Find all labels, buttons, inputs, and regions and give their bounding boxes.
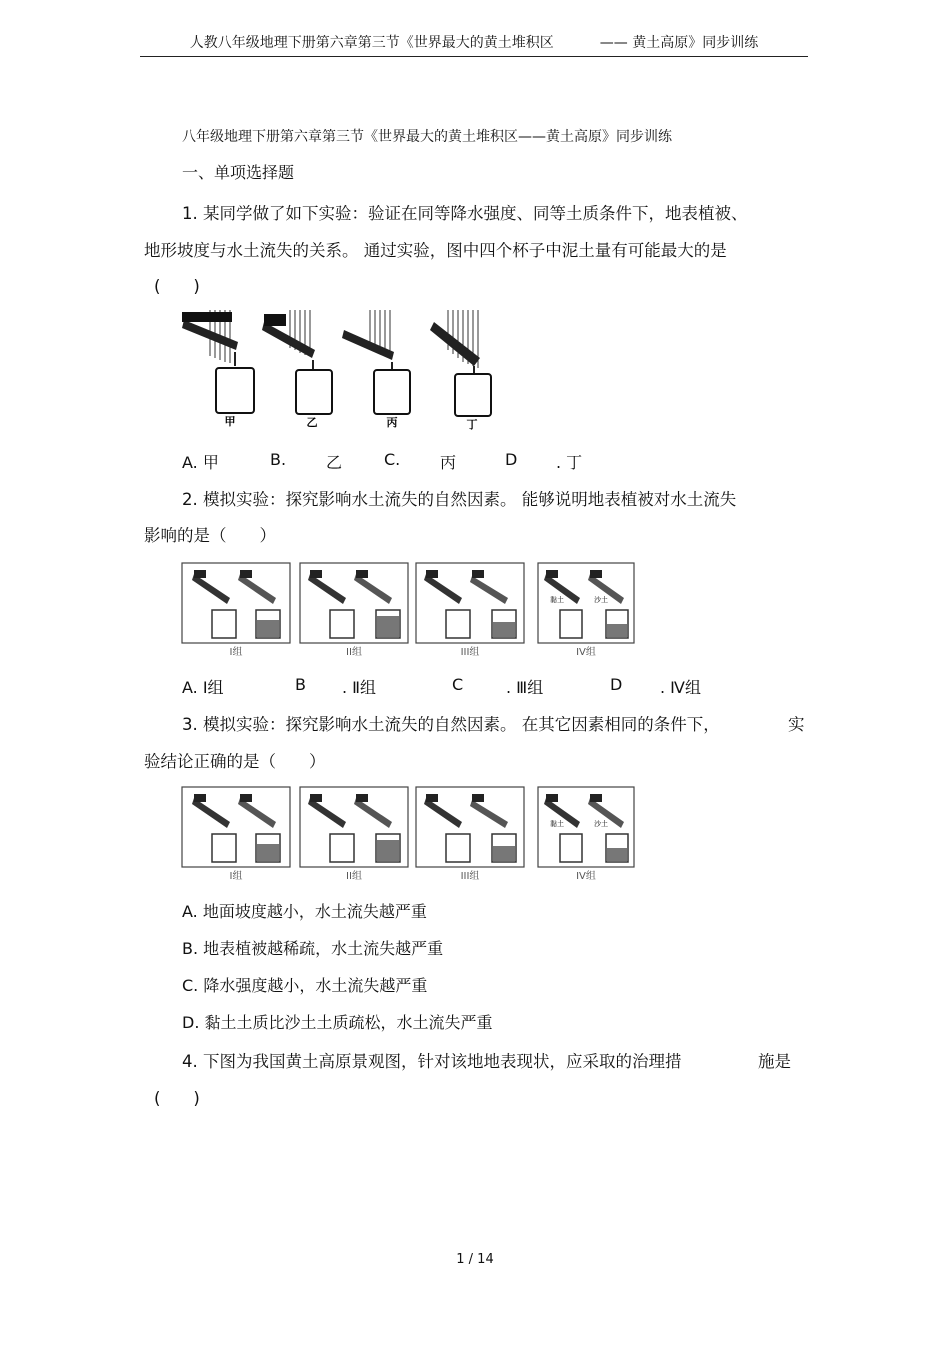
q1-cup-label-yi: 乙: [306, 416, 318, 429]
q3-option-d: D. 黏土土质比沙土土质疏松，水土流失严重: [182, 1013, 493, 1032]
q1-option-c-value: 丙: [440, 453, 457, 472]
q3-experiment-figure: [180, 782, 637, 882]
q2-group-label-4: IV组: [576, 647, 596, 658]
q1-option-a: A. 甲: [182, 453, 219, 472]
q3-soil-label-sand: 沙土: [594, 820, 608, 828]
q1-setup-bing: [342, 310, 410, 414]
q3-group-4: [544, 794, 628, 862]
q2-group-2: [308, 570, 400, 638]
q2-option-d: D: [610, 675, 623, 694]
q1-cup-label-jia: 甲: [224, 415, 236, 428]
q2-group-label-3: III组: [460, 647, 480, 658]
q3-group-label-4: IV组: [576, 871, 596, 882]
q3-soil-label-clay: 黏土: [550, 820, 564, 828]
q2-line1: 2. 模拟实验：探究影响水土流失的自然因素。 能够说明地表植被对水土流失: [182, 490, 737, 509]
page-header: [140, 32, 808, 57]
q2-group-3: [424, 570, 516, 638]
q3-group-2: [308, 794, 400, 862]
q1-cup-label-bing: 丙: [386, 416, 398, 429]
q1-line3: ( ): [154, 277, 200, 296]
q3-line1: 3. 模拟实验：探究影响水土流失的自然因素。 在其它因素相同的条件下，: [182, 715, 720, 734]
header-left: 人教八年级地理下册第六章第三节《世界最大的黄土堆积区: [189, 35, 554, 51]
page-number: 1 / 14: [456, 1252, 494, 1267]
q1-line2: 地形坡度与水土流失的关系。 通过实验，图中四个杯子中泥土量有可能最大的是: [144, 241, 727, 260]
q4-line2: ( ): [154, 1089, 200, 1108]
q2-option-c-value: . Ⅲ组: [506, 678, 544, 697]
q2-soil-label-sand: 沙土: [594, 596, 608, 604]
q3-group-label-2: II组: [346, 871, 362, 882]
q1-option-b-value: 乙: [326, 453, 343, 472]
q1-line1: 1. 某同学做了如下实验：验证在同等降水强度、同等土质条件下，地表植被、: [182, 204, 748, 223]
q3-option-b: B. 地表植被越稀疏，水土流失越严重: [182, 939, 444, 958]
q3-option-a: A. 地面坡度越小，水土流失越严重: [182, 902, 427, 921]
q2-group-4: [544, 570, 628, 638]
q3-group-1: [192, 794, 280, 862]
q1-setup-ding: [430, 310, 491, 416]
q3-line1-end: 实: [788, 715, 805, 734]
header-right: —— 黄土高原》同步训练: [599, 35, 759, 51]
q1-setup-yi: [262, 310, 332, 414]
q4-line1-end: 施是: [758, 1052, 791, 1071]
q3-group-3: [424, 794, 516, 862]
q1-option-d: D: [505, 450, 518, 469]
q4-line1: 4. 下图为我国黄土高原景观图，针对该地地表现状，应采取的治理措: [182, 1052, 682, 1071]
q2-soil-label-clay: 黏土: [550, 596, 564, 604]
q2-option-a: A. Ⅰ组: [182, 678, 224, 697]
q2-option-b-value: . Ⅱ组: [342, 678, 377, 697]
document-title: 八年级地理下册第六章第三节《世界最大的黄土堆积区——黄土高原》同步训练: [182, 129, 672, 145]
q1-option-b: B.: [270, 450, 287, 469]
q2-group-1: [192, 570, 280, 638]
q3-option-c: C. 降水强度越小，水土流失越严重: [182, 976, 428, 995]
q2-line2: 影响的是（ ）: [144, 526, 276, 545]
q3-line2: 验结论正确的是（ ）: [144, 752, 326, 771]
q1-option-c: C.: [384, 450, 401, 469]
q2-group-label-2: II组: [346, 647, 362, 658]
q2-option-c: C: [452, 675, 464, 694]
q1-experiment-figure: [180, 308, 502, 434]
q1-option-d-value: . 丁: [556, 453, 583, 472]
q2-option-b: B: [295, 675, 306, 694]
q1-setup-jia: [182, 310, 254, 413]
q3-group-label-3: III组: [460, 871, 480, 882]
q1-cup-label-ding: 丁: [466, 418, 478, 431]
q2-group-label-1: I组: [229, 647, 243, 658]
q3-group-label-1: I组: [229, 871, 243, 882]
section-heading: 一、单项选择题: [182, 163, 295, 182]
q2-option-d-value: . Ⅳ组: [660, 678, 701, 697]
q2-experiment-figure: [180, 558, 637, 658]
